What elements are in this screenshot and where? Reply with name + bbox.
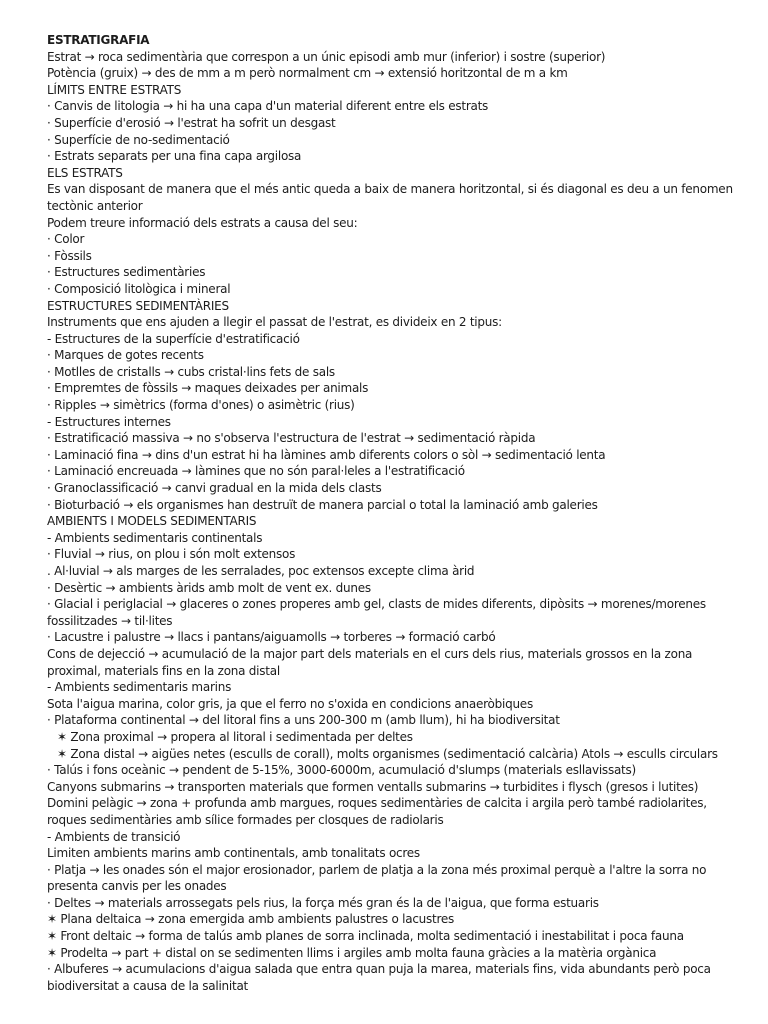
- subsection-heading: - Ambients sedimentaris continentals: [47, 530, 263, 545]
- subsection-heading: - Estructures internes: [47, 414, 171, 429]
- list-item: · Lacustre i palustre → llacs i pantans/aiguamolls → torberes → formació carbó: [47, 630, 496, 645]
- list-item: · Canvis de litologia → hi ha una capa d'un material diferent entre els estrats: [47, 99, 489, 114]
- section-heading: AMBIENTS I MODELS SEDIMENTARIS: [47, 514, 257, 529]
- document-title: ESTRATIGRAFIA: [47, 33, 150, 47]
- sub-list-item: ✶ Zona proximal → propera al litoral i sedimentada per deltes: [57, 729, 413, 744]
- document-page: [47, 32, 747, 994]
- list-item: · Granoclassificació → canvi gradual en la mida dels clasts: [47, 481, 382, 496]
- list-item: . Al·luvial → als marges de les serralades, poc extensos excepte clima àrid: [47, 564, 475, 578]
- subsection-heading: - Estructures de la superfície d'estratificació: [47, 331, 300, 346]
- sub-list-item: ✶ Plana deltaica → zona emergida amb ambients palustres o lacustres: [47, 912, 455, 927]
- text-line: Podem treure informació dels estrats a causa del seu:: [47, 215, 358, 230]
- list-item: · Desèrtic → ambients àrids amb molt de vent ex. dunes: [47, 580, 371, 595]
- list-item: · Platja → les onades són el major erosionador, parlem de platja a la zona més proximal perquè a l'altre la sorra no presenta canvis per les onades: [47, 862, 707, 894]
- list-item: · Glacial i periglacial → glaceres o zones properes amb gel, clasts de mides diferents, dipòsits → morenes/morenes fossilitzades → til·lites: [47, 597, 706, 628]
- section-heading: ESTRUCTURES SEDIMENTÀRIES: [47, 298, 229, 313]
- list-item: · Superfície d'erosió → l'estrat ha sofrit un desgast: [47, 115, 336, 130]
- list-item: · Empremtes de fòssils → maques deixades per animals: [47, 381, 369, 396]
- list-item: · Laminació fina → dins d'un estrat hi ha làmines amb diferents colors o sòl → sedimentació lenta: [47, 447, 606, 462]
- text-line: Sota l'aigua marina, color gris, ja que el ferro no s'oxida en condicions anaeròbiques: [47, 696, 533, 711]
- text-line: Canyons submarins → transporten materials que formen ventalls submarins → turbidites i flysch (gresos i lutites): [47, 779, 699, 794]
- list-item: · Marques de gotes recents: [47, 348, 204, 363]
- list-item: · Bioturbació → els organismes han destruït de manera parcial o total la laminació amb galeries: [47, 497, 598, 512]
- subsection-heading: - Ambients sedimentaris marins: [47, 680, 232, 695]
- text-line: Limiten ambients marins amb continentals, amb tonalitats ocres: [47, 846, 420, 861]
- sub-list-item: ✶ Prodelta → part + distal on se sedimenten llims i argiles amb molta fauna gràcies a la matèria orgànica: [47, 945, 657, 960]
- list-item: · Albuferes → acumulacions d'aigua salada que entra quan puja la marea, materials fins, vida abundants però poca biodiversitat a causa de la salinitat: [47, 962, 711, 993]
- text-line: Estrat → roca sedimentària que correspon a un únic episodi amb mur (inferior) i sostre (superior): [47, 49, 606, 64]
- list-item: · Color: [47, 232, 85, 247]
- list-item: · Deltes → materials arrossegats pels rius, la força més gran és la de l'aigua, que forma estuaris: [47, 895, 599, 910]
- paragraph: Cons de dejecció → acumulació de la major part dels materials en el curs dels rius, materials grossos en la zona proximal, materials fins en la zona distal: [47, 646, 693, 678]
- list-item: · Composició litològica i mineral: [47, 281, 231, 296]
- text-line: Potència (gruix) → des de mm a m però normalment cm → extensió horitzontal de m a km: [47, 66, 568, 81]
- list-item: · Estructures sedimentàries: [47, 265, 206, 280]
- list-item: · Laminació encreuada → làmines que no són paral·leles a l'estratificació: [47, 464, 465, 479]
- paragraph: Es van disposant de manera que el més antic queda a baix de manera horitzontal, si és diagonal es deu a un fenomen tectònic anterior: [47, 182, 733, 213]
- paragraph: Domini pelàgic → zona + profunda amb margues, roques sedimentàries de calcita i argila però també radiolarites, roques sedimentàries amb sílice formades per closques de radiolaris: [47, 796, 707, 827]
- sub-list-item: ✶ Zona distal → aigües netes (esculls de corall), molts organismes (sedimentació calcària) Atols → esculls circulars: [57, 746, 718, 761]
- section-heading: ELS ESTRATS: [47, 165, 123, 180]
- sub-list-item: ✶ Front deltaic → forma de talús amb planes de sorra inclinada, molta sedimentació i inestabilitat i poca fauna: [47, 929, 684, 944]
- text-line: Instruments que ens ajuden a llegir el passat de l'estrat, es divideix en 2 tipus:: [47, 315, 502, 330]
- list-item: · Fòssils: [47, 248, 92, 263]
- list-item: · Fluvial → rius, on plou i són molt extensos: [47, 547, 296, 562]
- list-item: · Talús i fons oceànic → pendent de 5-15%, 3000-6000m, acumulació d'slumps (materials esllavissats): [47, 763, 636, 778]
- list-item: · Plataforma continental → del litoral fins a uns 200-300 m (amb llum), hi ha biodiversitat: [47, 713, 560, 728]
- list-item: · Superfície de no-sedimentació: [47, 132, 230, 147]
- list-item: · Motlles de cristalls → cubs cristal·lins fets de sals: [47, 364, 335, 379]
- list-item: · Estratificació massiva → no s'observa l'estructura de l'estrat → sedimentació ràpida: [47, 431, 536, 446]
- list-item: · Ripples → simètrics (forma d'ones) o asimètric (rius): [47, 398, 355, 413]
- section-heading: LÍMITS ENTRE ESTRATS: [47, 82, 182, 97]
- subsection-heading: - Ambients de transició: [47, 829, 181, 844]
- list-item: · Estrats separats per una fina capa argilosa: [47, 149, 302, 164]
